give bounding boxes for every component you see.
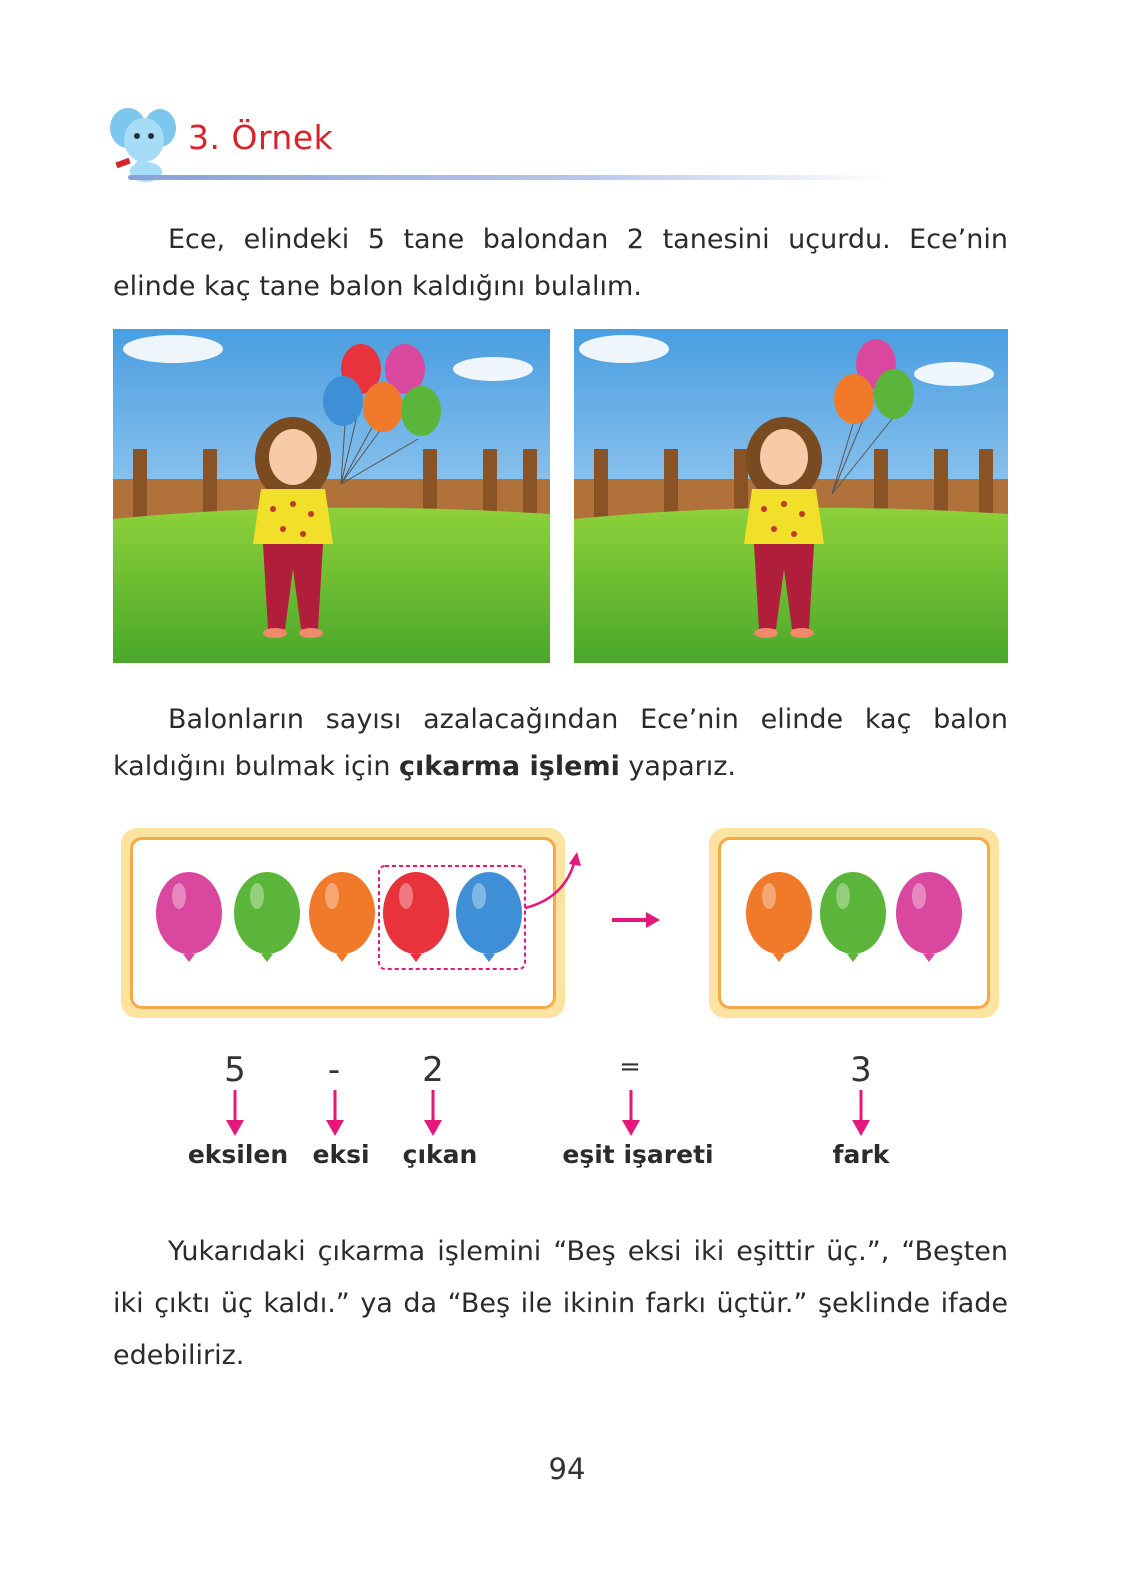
fly-away-arrow-icon: [520, 848, 600, 918]
elephant-mascot-icon: [108, 104, 178, 184]
balloon-remaining-3: [896, 872, 962, 962]
down-arrow-icon: [851, 1090, 871, 1138]
illustration-three-balloons: [574, 329, 1008, 663]
label-subtrahend: çıkan: [402, 1140, 478, 1169]
result-arrow-icon: [612, 910, 662, 930]
explanation-bold: çıkarma işlemi: [399, 751, 620, 782]
down-arrow-icon: [325, 1090, 345, 1138]
balloon-5: [456, 872, 522, 962]
eq-difference: 3: [850, 1050, 872, 1090]
label-minuend: eksilen: [187, 1140, 289, 1169]
explanation-text-end: yaparız.: [619, 751, 736, 782]
balloon-box-before: [121, 828, 565, 1018]
balloons-after: [709, 828, 999, 1018]
explanation-paragraph: [113, 696, 1008, 790]
reading-paragraph: [113, 1226, 1008, 1382]
balloon-remaining-2: [820, 872, 886, 962]
balloon-box-after: [709, 828, 999, 1018]
balloon-2: [234, 872, 300, 962]
explanation-text: Balonların sayısı azalacağından Ece’nin elinde kaç balon kaldığını bulmak için: [113, 704, 1008, 782]
down-arrow-icon: [225, 1090, 245, 1138]
label-difference: fark: [832, 1140, 890, 1169]
balloons-before: [121, 828, 565, 1018]
eq-subtrahend: 2: [422, 1050, 444, 1090]
example-title: 3. Örnek: [188, 118, 334, 157]
down-arrow-icon: [621, 1090, 641, 1138]
down-arrow-icon: [423, 1090, 443, 1138]
eq-minuend: 5: [224, 1050, 246, 1090]
problem-text: Ece, elindeki 5 tane balondan 2 tanesini uçurdu. Ece’nin elinde kaç tane balon kaldığını bulalım.: [113, 224, 1008, 302]
eq-minus: -: [327, 1050, 341, 1090]
balloon-1: [156, 872, 222, 962]
balloon-3: [309, 872, 375, 962]
eq-equals: =: [619, 1052, 641, 1082]
balloon-remaining-1: [746, 872, 812, 962]
reading-text: Yukarıdaki çıkarma işlemini “Beş eksi iki eşittir üç.”, “Beşten iki çıktı üç kaldı.” ya da “Beş ile ikinin farkı üçtür.” şeklinde ifade edebiliriz.: [113, 1236, 1008, 1371]
page-number: 94: [548, 1452, 586, 1486]
label-equals: eşit işareti: [562, 1140, 714, 1169]
label-minus: eksi: [312, 1140, 370, 1169]
balloon-4: [383, 872, 449, 962]
title-underline: [128, 175, 888, 180]
problem-statement: [113, 216, 1008, 310]
illustration-five-balloons: [113, 329, 550, 663]
